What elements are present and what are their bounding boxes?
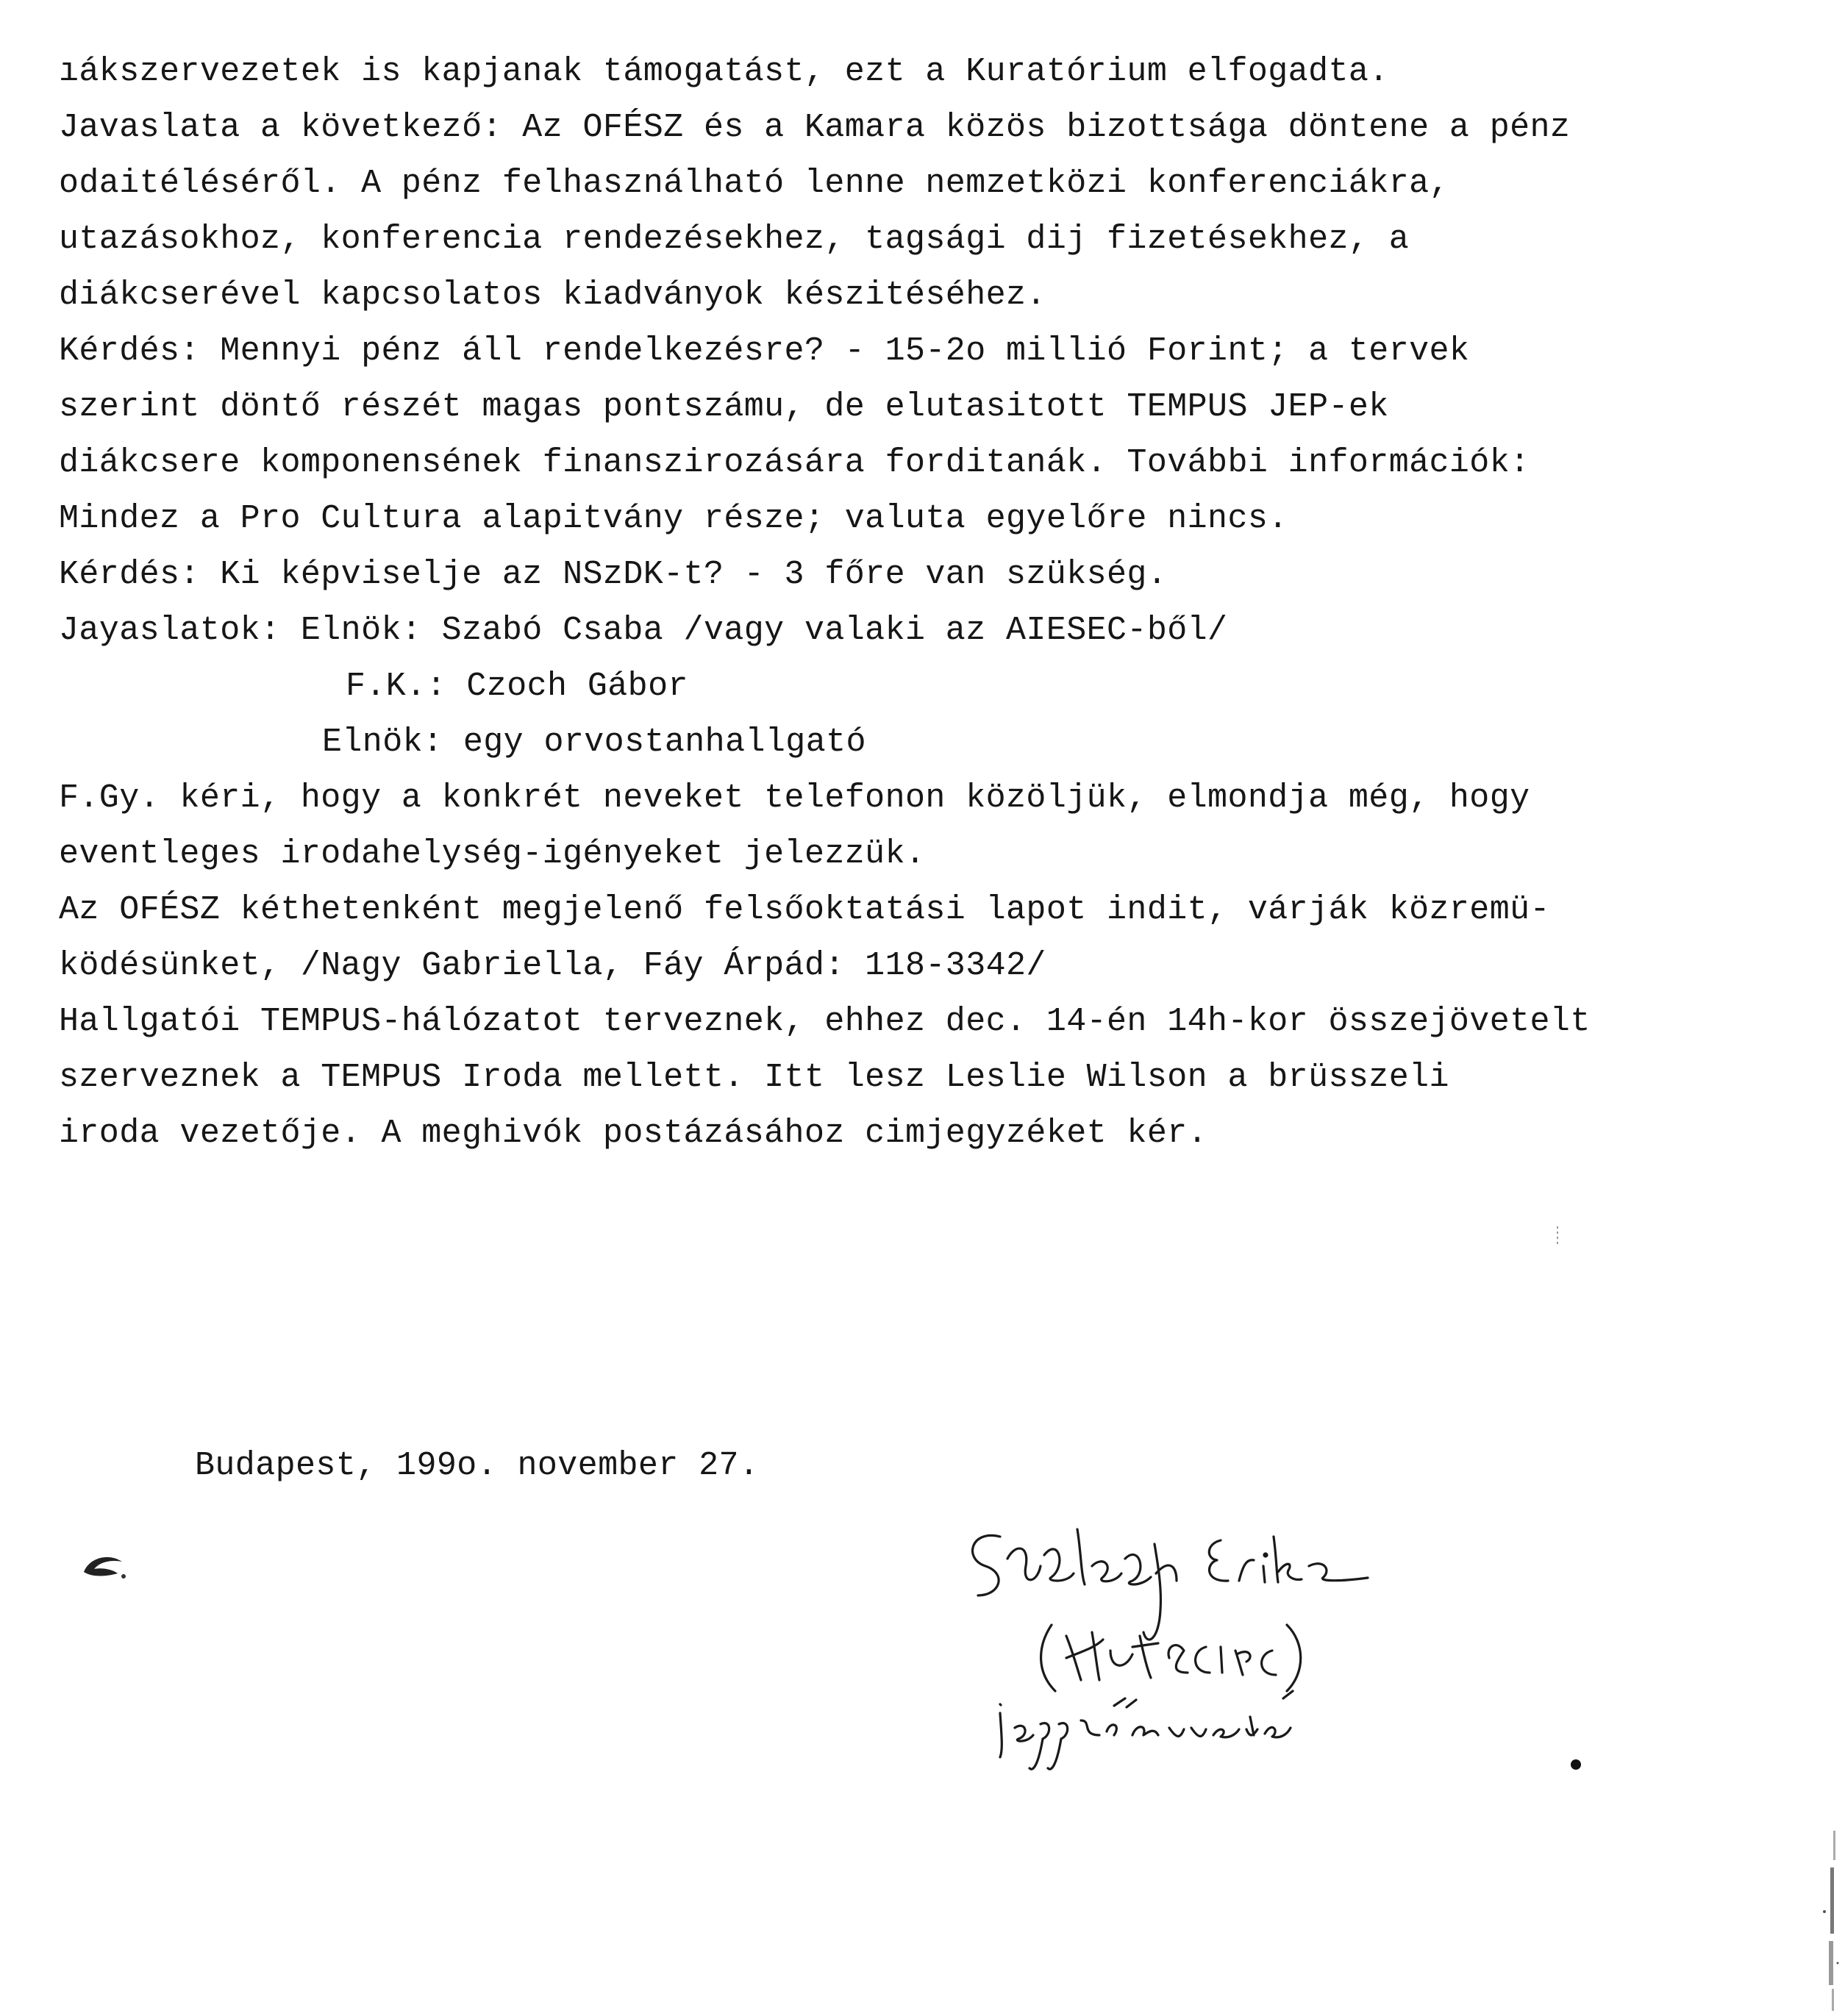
text-line: Jayaslatok: Elnök: Szabó Csaba /vagy valaki az AIESEC-ből/ bbox=[59, 612, 1228, 649]
text-line: diákcserével kapcsolatos kiadványok készitéséhez. bbox=[59, 276, 1046, 314]
scan-speck-icon bbox=[1555, 1226, 1560, 1247]
text-line: ködésünket, /Nagy Gabriella, Fáy Árpád: 118-3342/ bbox=[59, 947, 1046, 984]
text-line: odaitéléséről. A pénz felhasználható lenne nemzetközi konferenciákra, bbox=[59, 165, 1449, 202]
scan-edge-noise-icon bbox=[1816, 1823, 1845, 2016]
text-line-indented: F.K.: Czoch Gábor bbox=[346, 668, 688, 705]
text-line: Kérdés: Ki képviselje az NSzDK-t? - 3 főre van szükség. bbox=[59, 556, 1168, 593]
text-line: Hallgatói TEMPUS-hálózatot terveznek, ehhez dec. 14-én 14h-kor összejövetelt bbox=[59, 1003, 1591, 1040]
text-line: Kérdés: Mennyi pénz áll rendelkezésre? - 15-2o millió Forint; a tervek bbox=[59, 332, 1470, 370]
text-line: ıákszervezetek is kapjanak támogatást, ezt a Kuratórium elfogadta. bbox=[59, 53, 1389, 90]
text-line: F.Gy. kéri, hogy a konkrét neveket telefonon közöljük, elmondja még, hogy bbox=[59, 779, 1530, 817]
text-line: diákcsere komponensének finanszirozására forditanák. További információk: bbox=[59, 444, 1530, 482]
text-line: iroda vezetője. A meghivók postázásához cimjegyzéket kér. bbox=[59, 1115, 1208, 1152]
text-line: eventleges irodahelység-igényeket jelezzük. bbox=[59, 835, 926, 873]
text-line: Mindez a Pro Cultura alapitvány része; valuta egyelőre nincs. bbox=[59, 500, 1288, 537]
ink-dot-icon bbox=[1571, 1759, 1581, 1770]
text-line: szerint döntő részét magas pontszámu, de elutasitott TEMPUS JEP-ek bbox=[59, 388, 1389, 426]
text-line: Javaslata a következő: Az OFÉSZ és a Kamara közös bizottsága döntene a pénz bbox=[59, 109, 1571, 146]
text-line: szerveznek a TEMPUS Iroda mellett. Itt lesz Leslie Wilson a brüsszeli bbox=[59, 1059, 1449, 1096]
date-line: Budapest, 199o. november 27. bbox=[195, 1447, 760, 1484]
typed-text-block bbox=[59, 44, 1809, 1162]
ink-smudge-icon bbox=[79, 1550, 131, 1584]
text-line: Az OFÉSZ kéthetenként megjelenő felsőoktatási lapot indit, várják közremü- bbox=[59, 891, 1550, 929]
handwritten-signature bbox=[956, 1515, 1471, 1809]
text-line-indented: Elnök: egy orvostanhallgató bbox=[322, 723, 866, 761]
text-line: utazásokhoz, konferencia rendezésekhez, tagsági dij fizetésekhez, a bbox=[59, 221, 1410, 258]
